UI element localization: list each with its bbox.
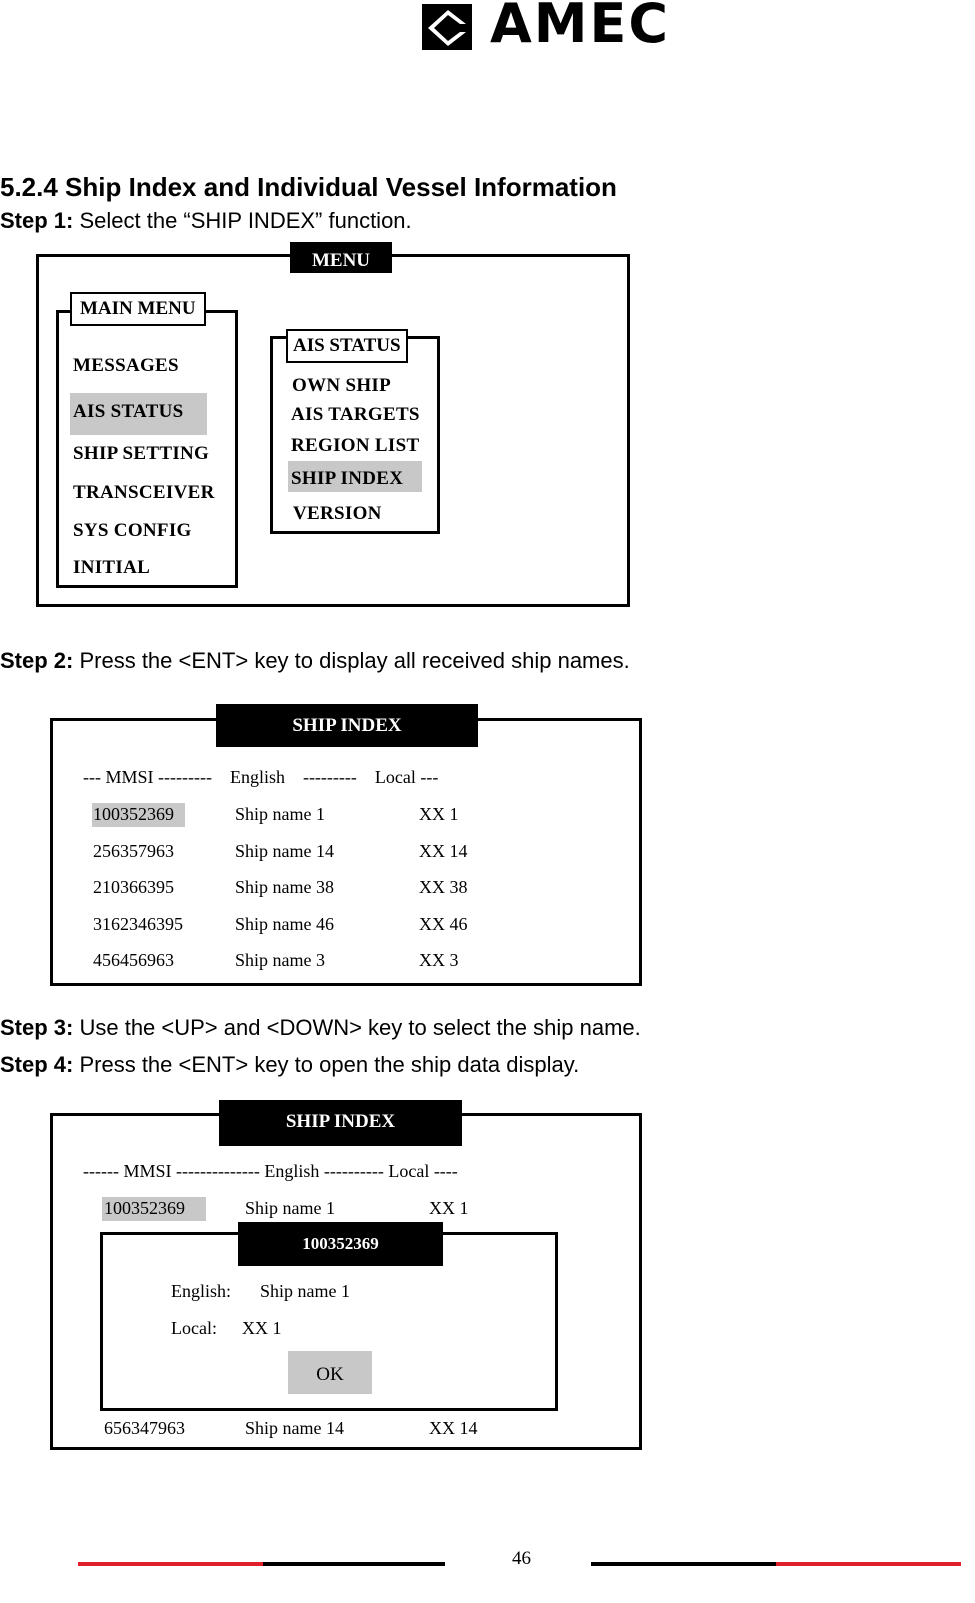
footer-rule-red-right xyxy=(776,1562,961,1566)
ship-row-local: XX 38 xyxy=(419,877,468,897)
ship-row-english: Ship name 14 xyxy=(245,1418,344,1438)
step-text: Press the <ENT> key to open the ship data display. xyxy=(73,1052,580,1077)
dialog-local-label: Local: xyxy=(171,1318,217,1338)
step-text: Press the <ENT> key to display all received ship names. xyxy=(73,648,630,673)
ship-row-local: XX 46 xyxy=(419,914,468,934)
ais-status-item-version[interactable]: VERSION xyxy=(293,503,382,524)
ship-index-title: SHIP INDEX xyxy=(216,704,478,747)
step-4 xyxy=(0,1052,579,1078)
ship-row-local: XX 3 xyxy=(419,950,459,970)
ship-row-english: Ship name 14 xyxy=(235,841,334,861)
ais-status-item-ais-targets[interactable]: AIS TARGETS xyxy=(291,404,420,425)
ship-data-title: SHIP INDEX xyxy=(219,1100,462,1146)
dialog-local-value: XX 1 xyxy=(242,1318,282,1338)
ship-row-local: XX 1 xyxy=(429,1198,469,1218)
step-label: Step 3: xyxy=(0,1015,74,1040)
main-menu-item-ship-setting[interactable]: SHIP SETTING xyxy=(73,443,210,464)
ship-row-local: XX 1 xyxy=(419,804,459,824)
ship-row-mmsi[interactable]: 256357963 xyxy=(93,841,174,861)
step-text: Select the “SHIP INDEX” function. xyxy=(73,208,412,233)
ship-row-local: XX 14 xyxy=(419,841,468,861)
main-menu-item-sys-config[interactable]: SYS CONFIG xyxy=(73,520,192,541)
main-menu-item-initial[interactable]: INITIAL xyxy=(73,557,151,578)
footer-rule-red-left xyxy=(78,1562,263,1566)
section-title: 5.2.4 Ship Index and Individual Vessel Information xyxy=(0,172,617,202)
menu-title: MENU xyxy=(290,242,392,273)
ship-row-english: Ship name 46 xyxy=(235,914,334,934)
ship-row-english: Ship name 1 xyxy=(235,804,325,824)
ais-status-item-ship-index[interactable]: SHIP INDEX xyxy=(291,468,404,489)
step-3 xyxy=(0,1015,641,1041)
amec-logo-mark-icon xyxy=(422,0,476,52)
page-number: 46 xyxy=(512,1548,531,1569)
main-menu-title: MAIN MENU xyxy=(70,292,206,326)
step-text: Use the <UP> and <DOWN> key to select the ship name. xyxy=(73,1015,641,1040)
amec-logo xyxy=(428,0,671,56)
step-1 xyxy=(0,208,412,234)
ship-row-mmsi[interactable]: 100352369 xyxy=(93,804,174,824)
ship-row-mmsi[interactable]: 456456963 xyxy=(93,950,174,970)
dialog-ok-button[interactable]: OK xyxy=(288,1351,372,1394)
dialog-english-value: Ship name 1 xyxy=(260,1281,350,1301)
footer-rule-black-left xyxy=(263,1562,445,1566)
ship-row-english: Ship name 38 xyxy=(235,877,334,897)
ais-status-item-region-list[interactable]: REGION LIST xyxy=(291,435,420,456)
ship-row-mmsi[interactable]: 210366395 xyxy=(93,877,174,897)
main-menu-item-messages[interactable]: MESSAGES xyxy=(73,355,179,376)
ship-row-english: Ship name 3 xyxy=(235,950,325,970)
ais-status-title: AIS STATUS xyxy=(286,329,408,363)
ship-row-mmsi[interactable]: 656347963 xyxy=(104,1418,185,1438)
ship-data-column-header: ------ MMSI -------------- English ---------- Local ---- xyxy=(83,1161,458,1181)
main-menu-item-transceiver[interactable]: TRANSCEIVER xyxy=(73,482,215,503)
dialog-english-label: English: xyxy=(171,1281,232,1301)
ship-row-local: XX 14 xyxy=(429,1418,478,1438)
ship-index-column-header: --- MMSI --------- English --------- Local --- xyxy=(83,767,439,787)
logo-text: AMEC xyxy=(490,0,671,55)
ship-detail-dialog-title: 100352369 xyxy=(238,1222,443,1266)
step-label: Step 4: xyxy=(0,1052,74,1077)
step-label: Step 2: xyxy=(0,648,74,673)
ship-row-mmsi[interactable]: 100352369 xyxy=(104,1198,185,1218)
ship-row-mmsi[interactable]: 3162346395 xyxy=(93,914,183,934)
step-2 xyxy=(0,648,630,674)
step-label: Step 1: xyxy=(0,208,74,233)
footer-rule-black-right xyxy=(591,1562,776,1566)
ais-status-item-own-ship[interactable]: OWN SHIP xyxy=(292,375,391,396)
main-menu-item-ais-status[interactable]: AIS STATUS xyxy=(73,401,184,422)
ship-row-english: Ship name 1 xyxy=(245,1198,335,1218)
